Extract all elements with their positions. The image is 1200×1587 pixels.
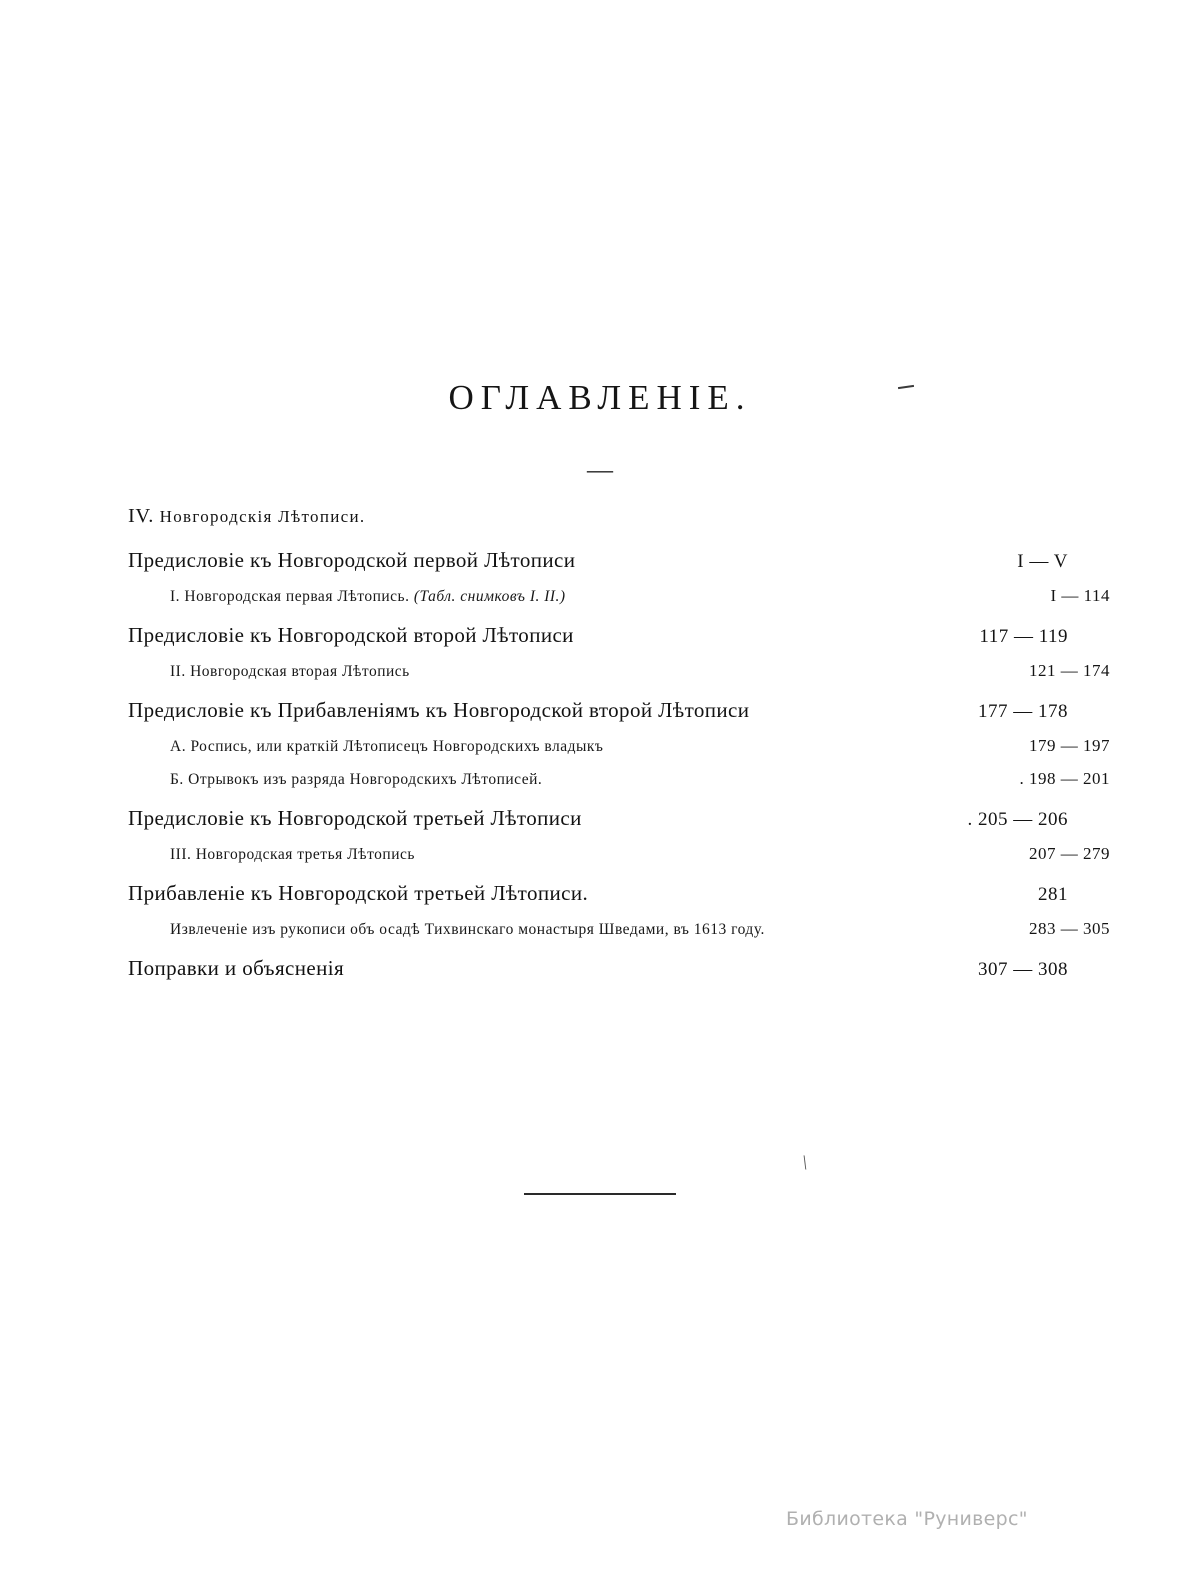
section-number: IV. (128, 505, 154, 527)
toc-entry-label: III. Новгородская третья Лѣтопись (170, 846, 415, 863)
toc-entry-label-note: (Табл. снимковъ I. II.) (413, 588, 566, 605)
toc-entry-pages: 281 (1038, 884, 1068, 905)
toc-entry-label: Предисловіе къ Новгородской третьей Лѣтописи (128, 806, 582, 830)
toc-entry-label: Предисловіе къ Новгородской первой Лѣтописи (128, 548, 576, 572)
page-title: ОГЛАВЛЕНІЕ. (448, 378, 752, 417)
toc-entry[interactable] (128, 661, 1110, 681)
toc-entry[interactable] (128, 548, 1068, 573)
table-of-contents (128, 505, 1110, 981)
toc-entry-pages: 207 — 279 (1029, 844, 1110, 863)
toc-entry-pages: I — 114 (1050, 586, 1110, 605)
toc-entry[interactable] (128, 736, 1110, 756)
toc-entry[interactable] (128, 844, 1110, 864)
bottom-rule (524, 1193, 676, 1195)
toc-entry-pages: 307 — 308 (978, 959, 1068, 980)
toc-entry-pages: . 198 — 201 (1019, 769, 1110, 788)
toc-entry-label: Прибавленіе къ Новгородской третьей Лѣтописи. (128, 881, 589, 905)
toc-entry-pages: 177 — 178 (978, 701, 1068, 722)
toc-entry-pages: I — V (1017, 551, 1068, 572)
toc-entry-label: Извлеченіе изъ рукописи объ осадѣ Тихвинскаго монастыря Шведами, въ 1613 году. (170, 921, 765, 938)
toc-entry[interactable] (128, 769, 1110, 789)
toc-entry-pages: 283 — 305 (1029, 919, 1110, 938)
toc-entry-pages: 117 — 119 (979, 626, 1068, 647)
toc-entry[interactable] (128, 919, 1110, 939)
stray-mark-slash: \ (799, 1151, 810, 1175)
toc-entry[interactable] (128, 698, 1068, 723)
toc-entry-pages: 121 — 174 (1029, 661, 1110, 680)
section-heading (128, 505, 1068, 528)
toc-entry-pages: . 205 — 206 (967, 809, 1068, 830)
toc-entry-label: Предисловіе къ Прибавленіямъ къ Новгородской второй Лѣтописи (128, 698, 750, 722)
title-divider: — (587, 455, 613, 484)
toc-entry-label: Поправки и объясненія (128, 956, 345, 980)
toc-entry[interactable] (128, 956, 1068, 981)
library-watermark: Библиотека "Руниверс" (786, 1508, 1028, 1530)
toc-entry[interactable] (128, 806, 1068, 831)
toc-entry-label-text: I. Новгородская первая Лѣтопись. (170, 588, 410, 605)
toc-entry-label: Предисловіе къ Новгородской второй Лѣтописи (128, 623, 574, 647)
toc-entry-label (170, 588, 566, 606)
toc-entry-label: II. Новгородская вторая Лѣтопись (170, 663, 410, 680)
toc-entry[interactable] (128, 881, 1068, 906)
toc-entry-label: А. Роспись, или краткій Лѣтописецъ Новгородскихъ владыкъ (170, 738, 604, 755)
toc-entry-label: Б. Отрывокъ изъ разряда Новгородскихъ Лѣтописей. (170, 771, 543, 788)
section-title: Новгородскія Лѣтописи. (159, 507, 366, 526)
toc-entry[interactable] (128, 623, 1068, 648)
toc-entry[interactable] (128, 586, 1110, 606)
toc-entry-pages: 179 — 197 (1029, 736, 1110, 755)
